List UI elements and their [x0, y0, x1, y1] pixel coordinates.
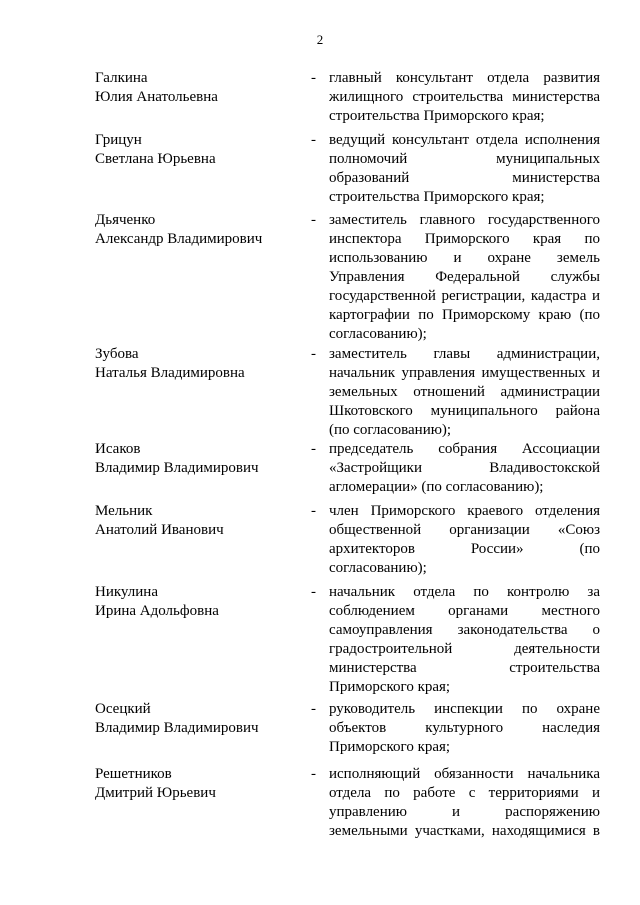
- dash-separator: -: [311, 584, 316, 600]
- description-line: Управления Федеральной службы: [329, 269, 600, 285]
- description-line: земельными участками, находящимися в: [329, 823, 600, 839]
- person-surname: Дьяченко: [95, 212, 156, 228]
- description-line: общественной организации «Союз: [329, 522, 600, 538]
- person-given-name: Владимир Владимирович: [95, 720, 259, 736]
- description-line: начальник управления имущественных и: [329, 365, 600, 381]
- person-given-name: Анатолий Иванович: [95, 522, 224, 538]
- dash-separator: -: [311, 766, 316, 782]
- person-surname: Зубова: [95, 346, 139, 362]
- person-given-name: Ирина Адольфовна: [95, 603, 219, 619]
- description-line: «Застройщики Владивостокской: [329, 460, 600, 476]
- description-line: самоуправления законодательства о: [329, 622, 600, 638]
- person-given-name: Светлана Юрьевна: [95, 151, 216, 167]
- description-line: градостроительной деятельности: [329, 641, 600, 657]
- person-given-name: Александр Владимирович: [95, 231, 263, 247]
- description-line: (по согласованию);: [329, 422, 452, 438]
- dash-separator: -: [311, 441, 316, 457]
- description-line: государственной регистрации, кадастра и: [329, 288, 600, 304]
- position-description: [329, 765, 600, 841]
- description-line: полномочий муниципальных: [329, 151, 600, 167]
- person-surname: Никулина: [95, 584, 158, 600]
- description-line: согласованию);: [329, 326, 427, 342]
- description-line: соблюдением органами местного: [329, 603, 600, 619]
- position-description: [329, 440, 600, 497]
- person-given-name: Дмитрий Юрьевич: [95, 785, 216, 801]
- dash-separator: -: [311, 346, 316, 362]
- description-line: руководитель инспекции по охране: [329, 701, 600, 717]
- description-line: ведущий консультант отдела исполнения: [329, 132, 600, 148]
- description-line: исполняющий обязанности начальника: [329, 766, 600, 782]
- description-line: инспектора Приморского края по: [329, 231, 600, 247]
- description-line: архитекторов России» (по: [329, 541, 600, 557]
- description-line: председатель собрания Ассоциации: [329, 441, 600, 457]
- position-description: [329, 502, 600, 578]
- description-line: Приморского края;: [329, 739, 451, 755]
- description-line: главный консультант отдела развития: [329, 70, 600, 86]
- description-line: использованию и охране земель: [329, 250, 600, 266]
- person-given-name: Владимир Владимирович: [95, 460, 259, 476]
- position-description: [329, 211, 600, 344]
- description-line: отдела по работе с территориями и: [329, 785, 600, 801]
- description-line: заместитель главного государственного: [329, 212, 600, 228]
- position-description: [329, 345, 600, 440]
- person-surname: Мельник: [95, 503, 153, 519]
- dash-separator: -: [311, 503, 316, 519]
- description-line: строительства Приморского края;: [329, 108, 545, 124]
- description-line: начальник отдела по контролю за: [329, 584, 600, 600]
- person-surname: Грицун: [95, 132, 142, 148]
- position-description: [329, 700, 600, 757]
- position-description: [329, 583, 600, 697]
- description-line: агломерации» (по согласованию);: [329, 479, 544, 495]
- position-description: [329, 131, 600, 207]
- person-surname: Осецкий: [95, 701, 151, 717]
- description-line: образований министерства: [329, 170, 600, 186]
- person-surname: Исаков: [95, 441, 141, 457]
- dash-separator: -: [311, 701, 316, 717]
- dash-separator: -: [311, 212, 316, 228]
- description-line: заместитель главы администрации,: [329, 346, 600, 362]
- page-number: 2: [316, 32, 324, 47]
- description-line: Шкотовского муниципального района: [329, 403, 600, 419]
- dash-separator: -: [311, 70, 316, 86]
- dash-separator: -: [311, 132, 316, 148]
- description-line: Приморского края;: [329, 679, 451, 695]
- description-line: министерства строительства: [329, 660, 600, 676]
- description-line: управлению и распоряжению: [329, 804, 600, 820]
- description-line: строительства Приморского края;: [329, 189, 545, 205]
- person-surname: Решетников: [95, 766, 172, 782]
- description-line: картографии по Приморскому краю (по: [329, 307, 600, 323]
- description-line: согласованию);: [329, 560, 427, 576]
- person-given-name: Наталья Владимировна: [95, 365, 245, 381]
- person-surname: Галкина: [95, 70, 148, 86]
- position-description: [329, 69, 600, 126]
- description-line: земельных отношений администрации: [329, 384, 600, 400]
- description-line: жилищного строительства министерства: [329, 89, 600, 105]
- description-line: объектов культурного наследия: [329, 720, 600, 736]
- description-line: член Приморского краевого отделения: [329, 503, 600, 519]
- person-given-name: Юлия Анатольевна: [95, 89, 218, 105]
